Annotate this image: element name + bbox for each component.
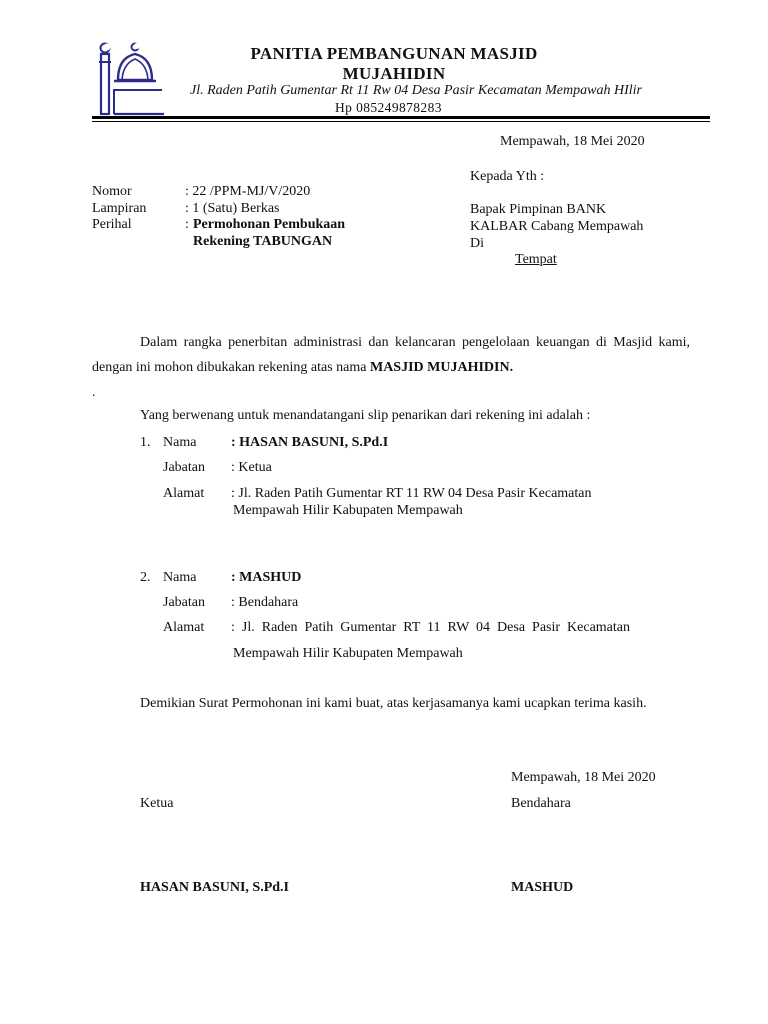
- left-signer-title: Ketua: [140, 796, 174, 811]
- sig2-alamat-line2: Mempawah Hilir Kabupaten Mempawah: [233, 646, 463, 661]
- perihal-label: Perihal: [92, 217, 132, 232]
- intro-bold: MASJID MUJAHIDIN.: [369, 360, 514, 375]
- perihal-line1: Permohonan Pembukaan: [193, 217, 346, 232]
- sig2-nama: : MASHUD: [231, 570, 302, 585]
- org-phone: Hp 085249878283: [335, 100, 442, 115]
- perihal-line2: Rekening TABUNGAN: [193, 234, 333, 249]
- authorized-text: Yang berwenang untuk menandatangani slip penarikan dari rekening ini adalah :: [140, 408, 591, 423]
- sig1-jabatan-label: Jabatan: [163, 460, 205, 475]
- lampiran-label: Lampiran: [92, 201, 147, 216]
- org-name-line2: MUJAHIDIN: [342, 64, 446, 83]
- header-divider-thin: [92, 121, 710, 122]
- sig1-jabatan: : Ketua: [231, 460, 272, 475]
- right-signer-name: MASHUD: [511, 880, 574, 895]
- recipient-greeting: Kepada Yth :: [470, 169, 545, 184]
- nomor-label: Nomor: [92, 184, 132, 199]
- sig2-jabatan: : Bendahara: [231, 595, 299, 610]
- sig1-alamat-line2: Mempawah Hilir Kabupaten Mempawah: [233, 503, 463, 518]
- right-signer-title: Bendahara: [511, 796, 571, 811]
- intro-text: Dalam rangka penerbitan administrasi dan kelancaran pengelolaan keuangan di Masjid kami, dengan ini mohon dibukakan rekening atas nama: [92, 335, 690, 375]
- sig1-nama-label: Nama: [163, 435, 197, 450]
- recipient-place: Tempat: [515, 252, 557, 267]
- left-signer-name: HASAN BASUNI, S.Pd.I: [140, 880, 289, 895]
- sig2-jabatan-label: Jabatan: [163, 595, 205, 610]
- sig1-alamat-line1: : Jl. Raden Patih Gumentar RT 11 RW 04 Desa Pasir Kecamatan: [231, 486, 592, 501]
- recipient-line3: Di: [470, 236, 484, 251]
- sig2-nama-label: Nama: [163, 570, 197, 585]
- header-divider: [92, 116, 710, 119]
- org-name-line1: PANITIA PEMBANGUNAN MASJID: [250, 44, 538, 63]
- sig1-num: 1.: [140, 435, 151, 450]
- recipient-line2: KALBAR Cabang Mempawah: [470, 219, 644, 234]
- sig2-alamat-line1: : Jl. Raden Patih Gumentar RT 11 RW 04 Desa Pasir Kecamatan: [231, 620, 630, 635]
- sig2-alamat-label: Alamat: [163, 620, 205, 635]
- place-date: Mempawah, 18 Mei 2020: [500, 134, 645, 149]
- intro-paragraph: [92, 330, 690, 380]
- signature-date: Mempawah, 18 Mei 2020: [511, 770, 656, 785]
- recipient-line1: Bapak Pimpinan BANK: [470, 202, 607, 217]
- closing-paragraph: Demikian Surat Permohonan ini kami buat, atas kerjasamanya kami ucapkan terima kasih.: [140, 696, 647, 711]
- perihal-colon: :: [185, 217, 189, 232]
- org-address: Jl. Raden Patih Gumentar Rt 11 Rw 04 Desa Pasir Kecamatan Mempawah HIlir: [190, 83, 642, 98]
- nomor-value: : 22 /PPM-MJ/V/2020: [185, 184, 311, 199]
- sig1-nama: : HASAN BASUNI, S.Pd.I: [231, 435, 389, 450]
- sig1-alamat-label: Alamat: [163, 486, 205, 501]
- lampiran-value: : 1 (Satu) Berkas: [185, 201, 280, 216]
- stray-dot: .: [92, 385, 96, 400]
- sig2-num: 2.: [140, 570, 151, 585]
